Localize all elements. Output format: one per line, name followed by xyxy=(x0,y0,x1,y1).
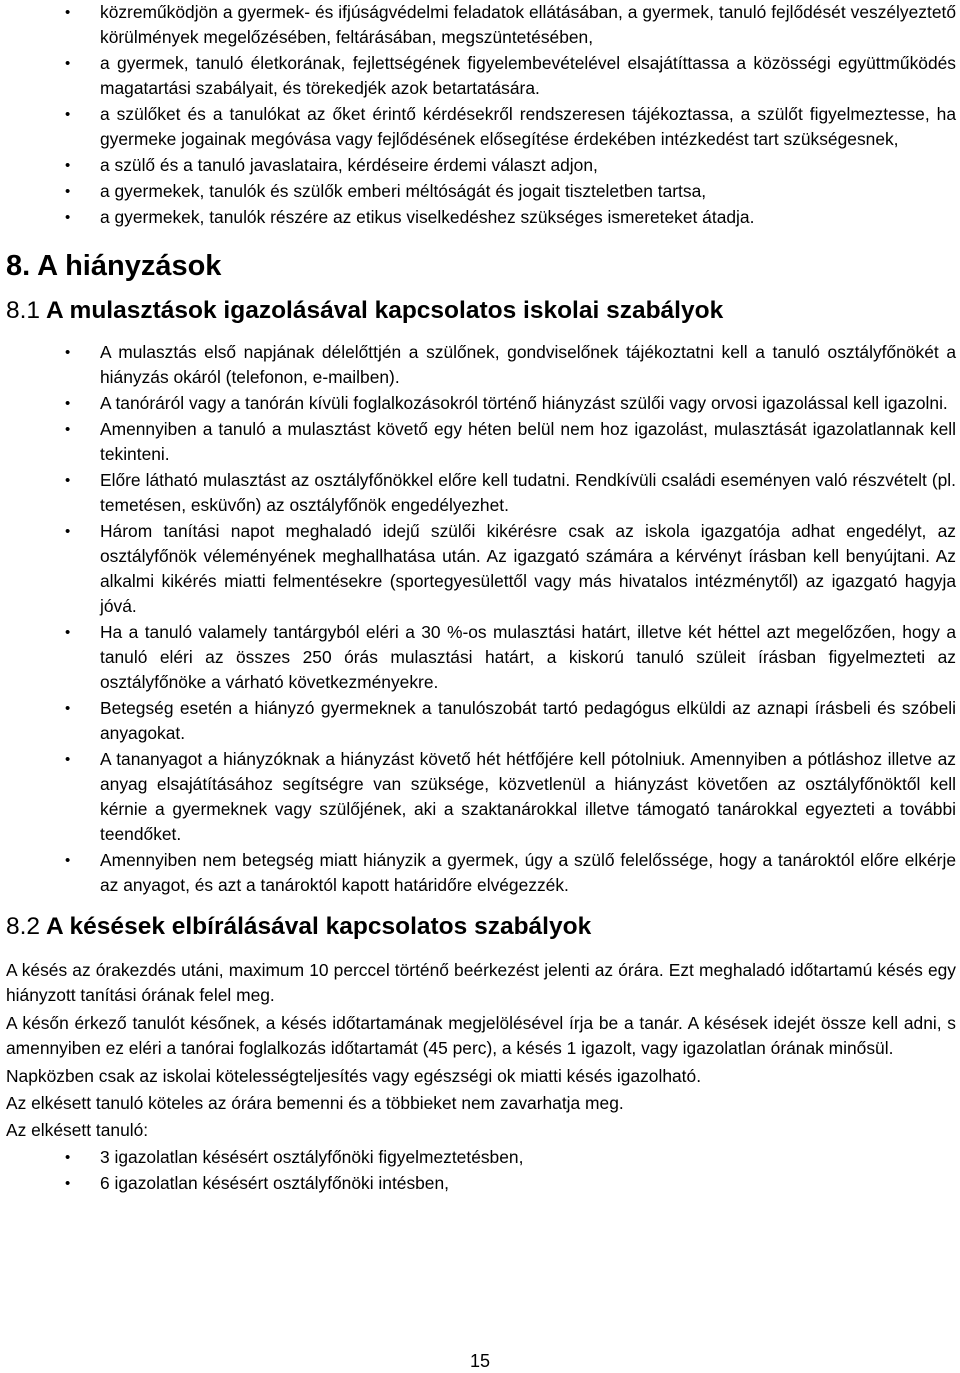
section-heading-8-1 xyxy=(6,296,956,326)
lateness-paragraphs xyxy=(6,958,956,1143)
paragraph: Napközben csak az iskolai kötelességteljesítés vagy egészségi ok miatti késés igazolható. xyxy=(6,1066,702,1086)
paragraph: Az elkésett tanuló: xyxy=(6,1120,149,1140)
list-item-text: Előre látható mulasztást az osztályfőnökkel előre kell tudatni. Rendkívüli családi eseményen való részvételt (pl. temetésen, esküvőn) az osztályfőnök engedélyezhet. xyxy=(100,470,956,515)
bullet-icon: • xyxy=(65,472,71,489)
list-item-text: közreműködjön a gyermek- és ifjúságvédelmi feladatok ellátásában, a gyermek, tanuló fejlődését veszélyeztető körülmények megelőzésében, feltárásában, megszüntetésében, xyxy=(100,2,956,47)
list-item xyxy=(6,0,956,50)
list-item xyxy=(6,848,956,898)
top-bullet-list xyxy=(6,0,956,230)
list-item-text: Betegség esetén a hiányzó gyermeknek a tanulószobát tartó pedagógus elküldi az aznapi írásbeli és szóbeli anyagokat. xyxy=(100,698,956,743)
list-item xyxy=(6,205,956,230)
list-item xyxy=(6,417,956,467)
bullet-icon: • xyxy=(65,421,71,438)
list-item-text: A tanóráról vagy a tanórán kívüli foglalkozásokról történő hiányzást szülői vagy orvosi igazolással kell igazolni. xyxy=(100,393,948,413)
list-item-text: 6 igazolatlan késésért osztályfőnöki intésben, xyxy=(100,1173,449,1193)
list-item xyxy=(6,620,956,695)
list-item-text: a gyermek, tanuló életkorának, fejlettségének figyelembevételével elsajátíttassa a közösségi együttműködés magatartási szabályait, és törekedjék azok betartatására. xyxy=(100,53,956,98)
list-item xyxy=(6,153,956,178)
bullet-icon: • xyxy=(65,751,71,768)
bullet-icon: • xyxy=(65,344,71,361)
page-number: 15 xyxy=(469,1351,491,1371)
bullet-icon: • xyxy=(65,1149,71,1166)
paragraph: A késés az órakezdés utáni, maximum 10 perccel történő beérkezést jelenti az órára. Ezt meghaladó időtartamú késés egy hiányzott tanítási órának felel meg. xyxy=(6,960,956,1005)
section-heading-8-2 xyxy=(6,912,956,942)
list-item xyxy=(6,468,956,518)
list-item xyxy=(6,1171,956,1196)
bullet-icon: • xyxy=(65,624,71,641)
list-item xyxy=(6,51,956,101)
list-item-text: a szülő és a tanuló javaslataira, kérdéseire érdemi választ adjon, xyxy=(100,155,598,175)
bullet-icon: • xyxy=(65,157,71,174)
list-item-text: a szülőket és a tanulókat az őket érintő kérdésekről rendszeresen tájékoztassa, a szülőt figyelmeztesse, ha gyermeke jogainak megóvása vagy fejlődésének elősegítése érdekében intézkedést tart szükségesnek, xyxy=(100,104,956,149)
bullet-icon: • xyxy=(65,183,71,200)
bullet-icon: • xyxy=(65,700,71,717)
list-item-text: a gyermekek, tanulók és szülők emberi méltóságát és jogait tiszteletben tartsa, xyxy=(100,181,707,201)
bullet-icon: • xyxy=(65,395,71,412)
list-item xyxy=(6,696,956,746)
list-item-text: a gyermekek, tanulók részére az etikus viselkedéshez szükséges ismereteket átadja. xyxy=(100,207,755,227)
paragraph: A későn érkező tanulót későnek, a késés időtartamának megjelölésével írja be a tanár. A késések idejét össze kell adni, s amennyiben ez eléri a tanórai foglalkozás időtartamát (45 perc), a késés 1 igazolt, vagy igazolatlan órának minősül. xyxy=(6,1013,956,1058)
list-item xyxy=(6,340,956,390)
list-item xyxy=(6,102,956,152)
bullet-icon: • xyxy=(65,209,71,226)
section-number: 8.2 xyxy=(6,913,41,940)
list-item-text: Három tanítási napot meghaladó idejű szülői kikérésre csak az iskola igazgatója adhat engedélyt, az osztályfőnök véleményének meghallhatása után. Az igazgató számára a kérvényt írásban kell benyújtani. Az alkalmi kikérés miatti felmentésekre (sportegyesülettől vagy más hivatalos intézménytől) az igazgató hagyja jóvá. xyxy=(100,521,956,616)
bullet-icon: • xyxy=(65,523,71,540)
bullet-icon: • xyxy=(65,1175,71,1192)
bullet-icon: • xyxy=(65,55,71,72)
section-number: 8.1 xyxy=(6,297,41,324)
list-item xyxy=(6,391,956,416)
section-heading-8: 8. A hiányzások xyxy=(6,250,222,282)
list-item xyxy=(6,179,956,204)
list-item xyxy=(6,747,956,847)
list-item-text: Amennyiben nem betegség miatt hiányzik a gyermek, úgy a szülő felelőssége, hogy a tanároktól előre elkérje az anyagot, és azt a tanároktól kapott határidőre elvégezzék. xyxy=(100,850,956,895)
page-content xyxy=(6,0,956,1197)
bullet-icon: • xyxy=(65,4,71,21)
list-item xyxy=(6,1145,956,1170)
paragraph: Az elkésett tanuló köteles az órára bemenni és a többieket nem zavarhatja meg. xyxy=(6,1093,624,1113)
absence-rules-list xyxy=(6,340,956,898)
list-item xyxy=(6,519,956,619)
bullet-icon: • xyxy=(65,852,71,869)
list-item-text: A tananyagot a hiányzóknak a hiányzást követő hét hétfőjére kell pótolniuk. Amennyiben a pótláshoz illetve az anyag elsajátításához segítségre van szüksége, közvetlenül a hiányzást követően az osztályfőnöktől kell kérnie a gyermeknek vagy szülőjének, aki a szaktanárokkal illetve támogató tanárokkal egyezteti a további teendőket. xyxy=(100,749,956,844)
lateness-consequences-list xyxy=(6,1145,956,1196)
list-item-text: 3 igazolatlan késésért osztályfőnöki figyelmeztetésben, xyxy=(100,1147,524,1167)
list-item-text: A mulasztás első napjának délelőttjén a szülőnek, gondviselőnek tájékoztatni kell a tanuló osztályfőnökét a hiányzás okáról (telefonon, e-mailben). xyxy=(100,342,956,387)
list-item-text: Ha a tanuló valamely tantárgyból eléri a 30 %-os mulasztási határt, illetve két héttel azt megelőzően, hogy a tanuló eléri az összes 250 órás mulasztási határt, a kiskorú tanuló szüleit írásban figyelmezteti az osztályfőnöke a várható következményekre. xyxy=(100,622,956,692)
section-title: A késések elbírálásával kapcsolatos szabályok xyxy=(45,913,592,940)
section-title: A mulasztások igazolásával kapcsolatos iskolai szabályok xyxy=(45,297,724,324)
bullet-icon: • xyxy=(65,106,71,123)
list-item-text: Amennyiben a tanuló a mulasztást követő egy héten belül nem hoz igazolást, mulasztását igazolatlannak kell tekinteni. xyxy=(100,419,956,464)
